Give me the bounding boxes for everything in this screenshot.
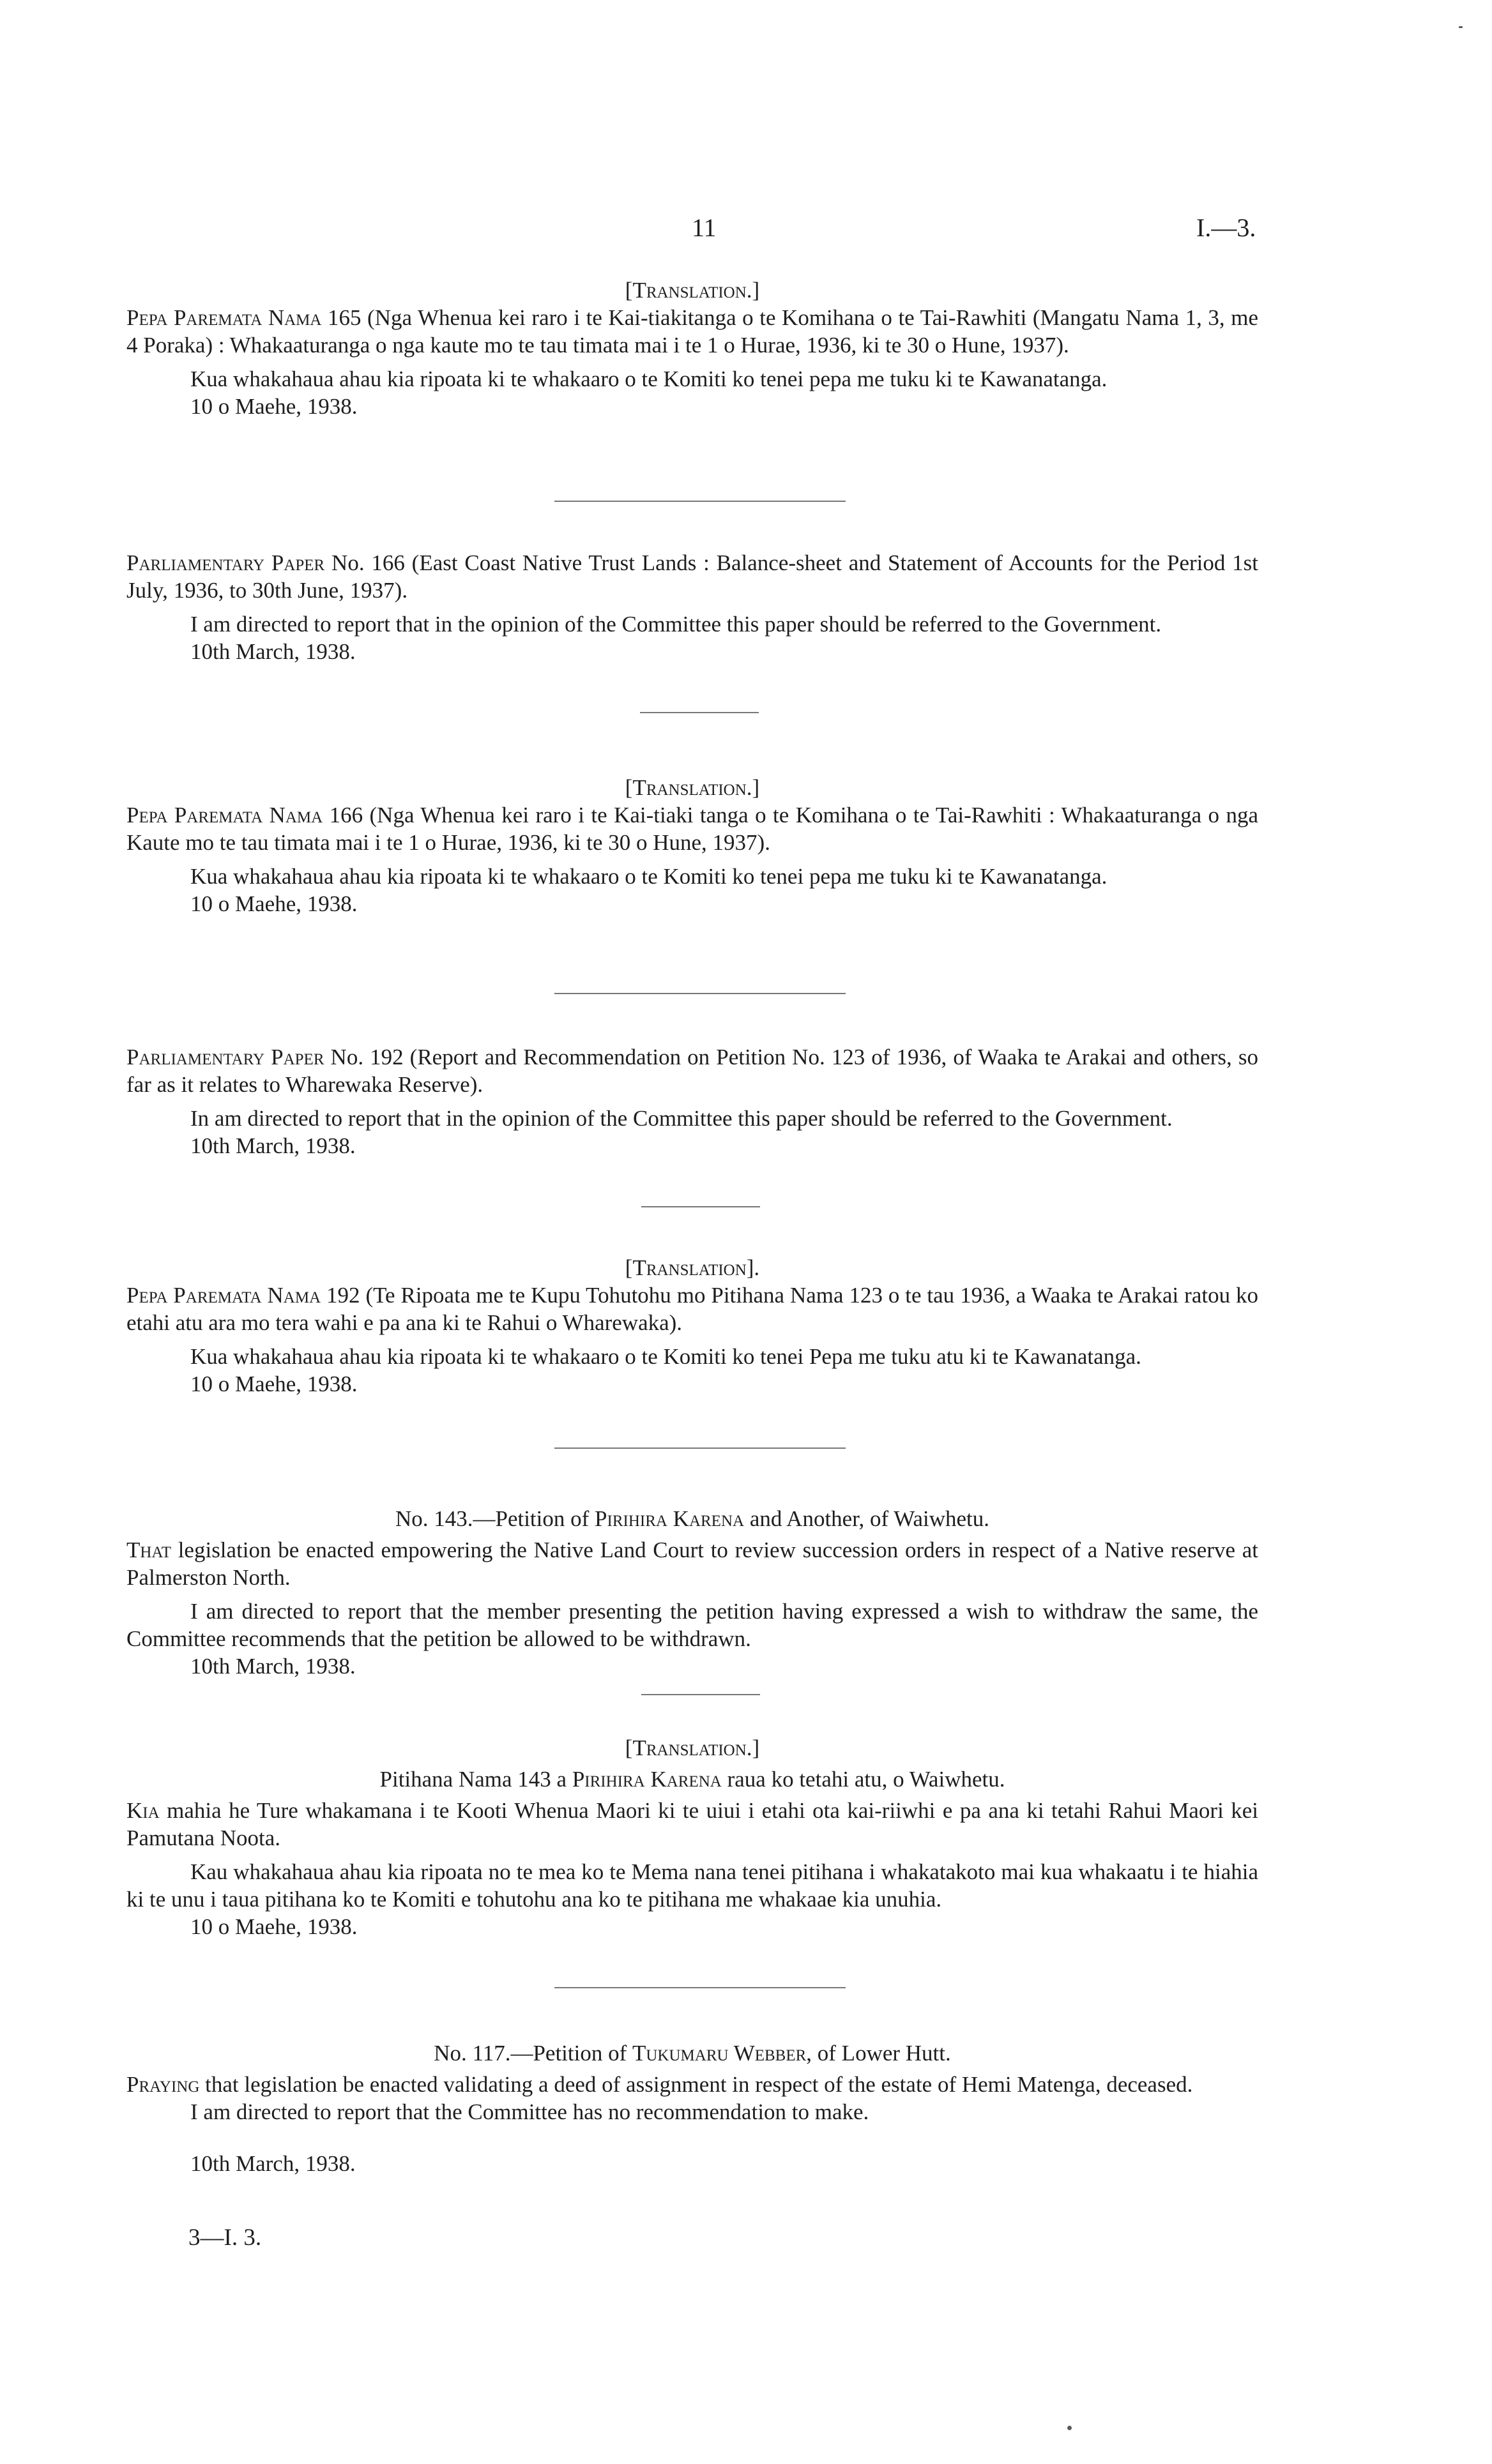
section-divider bbox=[640, 712, 759, 713]
paper-title: Parliamentary Paper No. 192 (Report and Recommendation on Petition No. 123 of 1936, of Waaka te Arakai and others, so far as it relates to Wharewaka Reserve). bbox=[126, 1045, 1258, 1097]
petition-title: No. 143.—Petition of Pirihira Karena and Another, of Waiwhetu. bbox=[395, 1506, 990, 1531]
report-paragraph: Kua whakahaua ahau kia ripoata ki te whakaaro o te Komiti ko tenei pepa me tuku ki te Kawanatanga. bbox=[190, 367, 1108, 391]
section-divider bbox=[641, 1206, 760, 1207]
report-paragraph: Kau whakahaua ahau kia ripoata no te mea ko te Mema nana tenei pitihana i whakatakoto mai kua whakaatu i te hiahia ki te unu i taua pitihana ko te Komiti e tohutohu ana ko te pitihana me whakaae kia unuhia. bbox=[126, 1859, 1258, 1912]
petition-prayer: Kia mahia he Ture whakamana i te Kooti Whenua Maori ki te uiui i etahi ota kai-riiwhi e pa ana ki tetahi Rahui Maori kei Pamutana Noota. bbox=[126, 1798, 1258, 1850]
section-petition-143 bbox=[126, 1505, 1258, 1680]
petition-title: No. 117.—Petition of Tukumaru Webber, of Lower Hutt. bbox=[434, 2041, 951, 2066]
report-paragraph: I am directed to report that the Committee has no recommendation to make. bbox=[190, 2099, 869, 2124]
page-number: 11 bbox=[692, 213, 717, 242]
paper-title: Pepa Paremata Nama 166 (Nga Whenua kei raro i te Kai-tiaki tanga o te Komihana o te Tai-Rawhiti : Whakaaturanga o nga Kaute mo te tau timata mai i te 1 o Hurae, 1936, ki te 30 o Hune, 1937). bbox=[126, 803, 1258, 855]
report-date: 10th March, 1938. bbox=[190, 2151, 356, 2176]
translation-heading: [Translation]. bbox=[625, 1255, 760, 1280]
petition-title: Pitihana Nama 143 a Pirihira Karena raua ko tetahi atu, o Waiwhetu. bbox=[379, 1767, 1005, 1792]
scan-speck bbox=[1067, 2426, 1072, 2430]
report-paragraph: I am directed to report that the member presenting the petition having expressed a wish to withdraw the same, the Committee recommends that the petition be allowed to be withdrawn. bbox=[126, 1599, 1258, 1651]
report-date: 10th March, 1938. bbox=[190, 639, 356, 664]
section-paper-166 bbox=[126, 549, 1258, 665]
section-translation-192 bbox=[126, 1254, 1258, 1398]
report-paragraph: In am directed to report that in the opinion of the Committee this paper should be referred to the Government. bbox=[190, 1106, 1173, 1131]
translation-heading: [Translation.] bbox=[625, 1735, 760, 1760]
paper-title: Pepa Paremata Nama 165 (Nga Whenua kei raro i te Kai-tiakitanga o te Komihana o te Tai-Rawhiti (Mangatu Nama 1, 3, me 4 Poraka) : Whakaaturanga o nga kaute mo te tau timata mai i te 1 o Hurae, 1936, ki te 30 o Hune, 1937). bbox=[126, 305, 1258, 358]
section-translation-143 bbox=[126, 1734, 1258, 1940]
translation-heading: [Translation.] bbox=[625, 278, 760, 303]
section-paper-192 bbox=[126, 1043, 1258, 1160]
section-divider bbox=[554, 993, 846, 994]
section-translation-165 bbox=[126, 276, 1258, 420]
section-divider bbox=[554, 501, 846, 502]
section-petition-117 bbox=[126, 2039, 1258, 2177]
petition-prayer: Praying that legislation be enacted validating a deed of assignment in respect of the estate of Hemi Matenga, deceased. bbox=[126, 2072, 1193, 2097]
report-date: 10 o Maehe, 1938. bbox=[190, 394, 358, 419]
report-date: 10 o Maehe, 1938. bbox=[190, 891, 358, 916]
report-date: 10 o Maehe, 1938. bbox=[190, 1372, 358, 1396]
paper-title: Pepa Paremata Nama 192 (Te Ripoata me te Kupu Tohutohu mo Pitihana Nama 123 o te tau 1936, a Waaka te Arakai ratou ko etahi atu ara mo tera wahi e pa ana ki te Rahui o Wharewaka). bbox=[126, 1283, 1258, 1335]
scan-speck bbox=[1459, 26, 1463, 28]
report-paragraph: Kua whakahaua ahau kia ripoata ki te whakaaro o te Komiti ko tenei pepa me tuku ki te Kawanatanga. bbox=[190, 864, 1108, 889]
section-divider bbox=[641, 1694, 760, 1695]
translation-heading: [Translation.] bbox=[625, 775, 760, 800]
report-paragraph: Kua whakahaua ahau kia ripoata ki te whakaaro o te Komiti ko tenei Pepa me tuku atu ki te Kawanatanga. bbox=[190, 1344, 1141, 1369]
section-divider bbox=[554, 1447, 846, 1449]
report-date: 10th March, 1938. bbox=[190, 1133, 356, 1158]
report-date: 10 o Maehe, 1938. bbox=[190, 1914, 358, 1939]
petition-prayer: That legislation be enacted empowering the Native Land Court to review succession orders in respect of a Native reserve at Palmerston North. bbox=[126, 1538, 1258, 1590]
document-reference: I.—3. bbox=[1196, 213, 1256, 242]
report-date: 10th March, 1938. bbox=[190, 1654, 356, 1679]
section-translation-166 bbox=[126, 774, 1258, 918]
section-divider bbox=[554, 1987, 846, 1988]
print-signature: 3—I. 3. bbox=[188, 2225, 262, 2251]
report-paragraph: I am directed to report that in the opinion of the Committee this paper should be referred to the Government. bbox=[190, 612, 1162, 637]
paper-title: Parliamentary Paper No. 166 (East Coast Native Trust Lands : Balance-sheet and Statement of Accounts for the Period 1st July, 1936, to 30th June, 1937). bbox=[126, 550, 1258, 603]
